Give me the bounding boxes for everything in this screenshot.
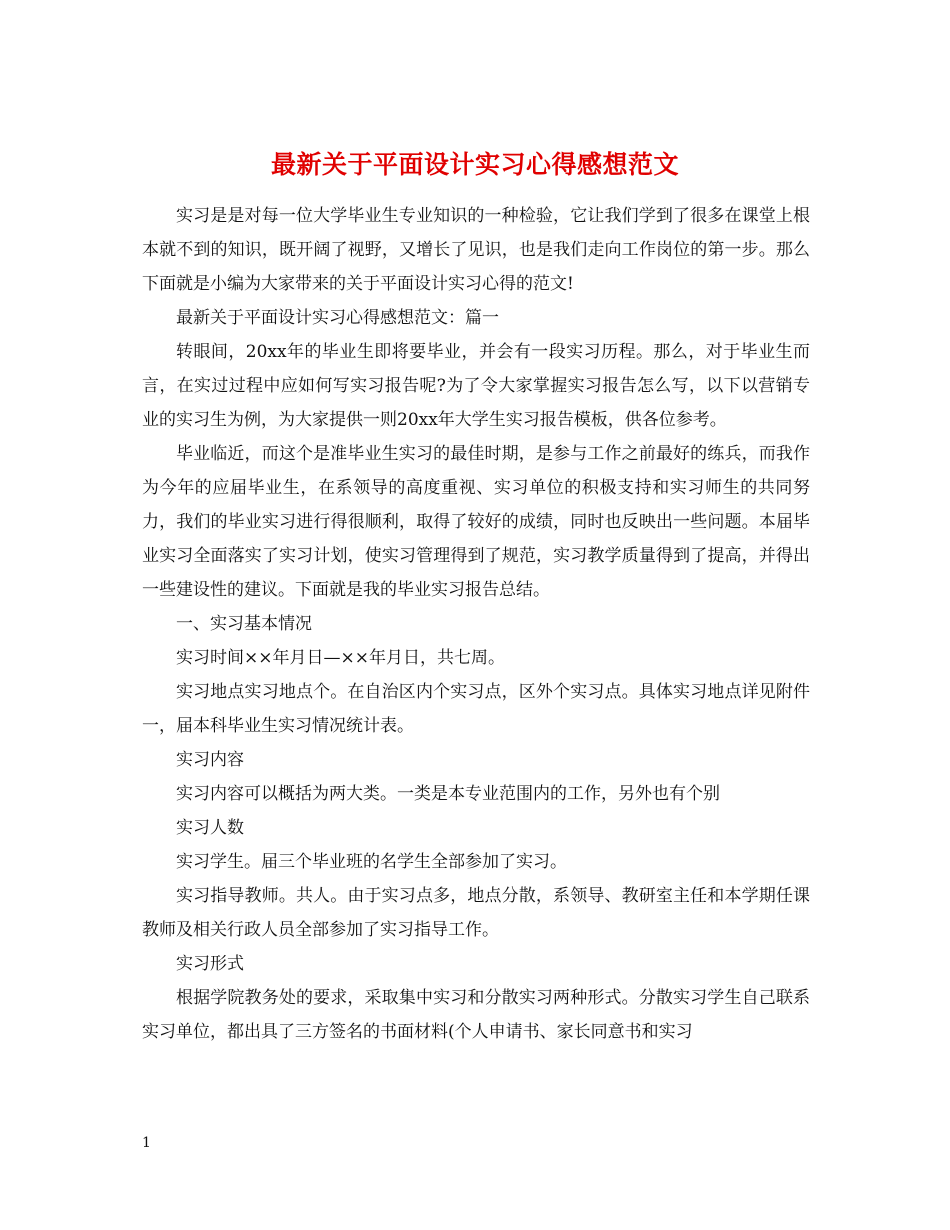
paragraph-intro: 实习是是对每一位大学毕业生专业知识的一种检验，它让我们学到了很多在课堂上根本就不到的知识，既开阔了视野，又增长了见识，也是我们走向工作岗位的第一步。那么下面就是小编为大家带来的关于平面设计实习心得的范文! bbox=[142, 206, 810, 294]
paragraph-instructors: 实习指导教师。共人。由于实习点多，地点分散，系领导、教研室主任和本学期任课教师及相关行政人员全部参加了实习指导工作。 bbox=[142, 886, 810, 940]
paragraph-report-context: 转眼间，20xx年的毕业生即将要毕业，并会有一段实习历程。那么，对于毕业生而言，在实过过程中应如何写实习报告呢?为了令大家掌握实习报告怎么写，以下以营销专业的实习生为例，为大家提供一则20xx年大学生实习报告模板，供各位参考。 bbox=[142, 342, 810, 430]
paragraph-internship-time: 实习时间××年月日—××年月日，共七周。 bbox=[176, 648, 505, 668]
paragraph-students: 实习学生。届三个毕业班的名学生全部参加了实习。 bbox=[176, 852, 567, 872]
paragraph-basic-info-heading: 一、实习基本情况 bbox=[176, 614, 312, 634]
paragraph-content-description: 实习内容可以概括为两大类。一类是本专业范围内的工作，另外也有个别 bbox=[176, 784, 720, 804]
paragraph-internship-location: 实习地点实习地点个。在自治区内个实习点，区外个实习点。具体实习地点详见附件一，届本科毕业生实习情况统计表。 bbox=[142, 682, 810, 736]
page-number: 1 bbox=[142, 1135, 151, 1151]
paragraph-internship-summary: 毕业临近，而这个是准毕业生实习的最佳时期，是参与工作之前最好的练兵，而我作为今年的应届毕业生，在系领导的高度重视、实习单位的积极支持和实习师生的共同努力，我们的毕业实习进行得很顺利，取得了较好的成绩，同时也反映出一些问题。本届毕业实习全面落实了实习计划，使实习管理得到了规范，实习教学质量得到了提高，并得出一些建设性的建议。下面就是我的毕业实习报告总结。 bbox=[142, 444, 810, 600]
paragraph-format-description: 根据学院教务处的要求，采取集中实习和分散实习两种形式。分散实习学生自己联系实习单位，都出具了三方签名的书面材料(个人申请书、家长同意书和实习 bbox=[142, 988, 810, 1042]
paragraph-format-heading: 实习形式 bbox=[176, 954, 244, 974]
paragraph-section-heading: 最新关于平面设计实习心得感想范文：篇一 bbox=[176, 308, 499, 328]
paragraph-number-heading: 实习人数 bbox=[176, 818, 244, 838]
document-body bbox=[142, 199, 810, 1049]
paragraph-content-heading: 实习内容 bbox=[176, 750, 244, 770]
document-title: 最新关于平面设计实习心得感想范文 bbox=[270, 149, 679, 179]
